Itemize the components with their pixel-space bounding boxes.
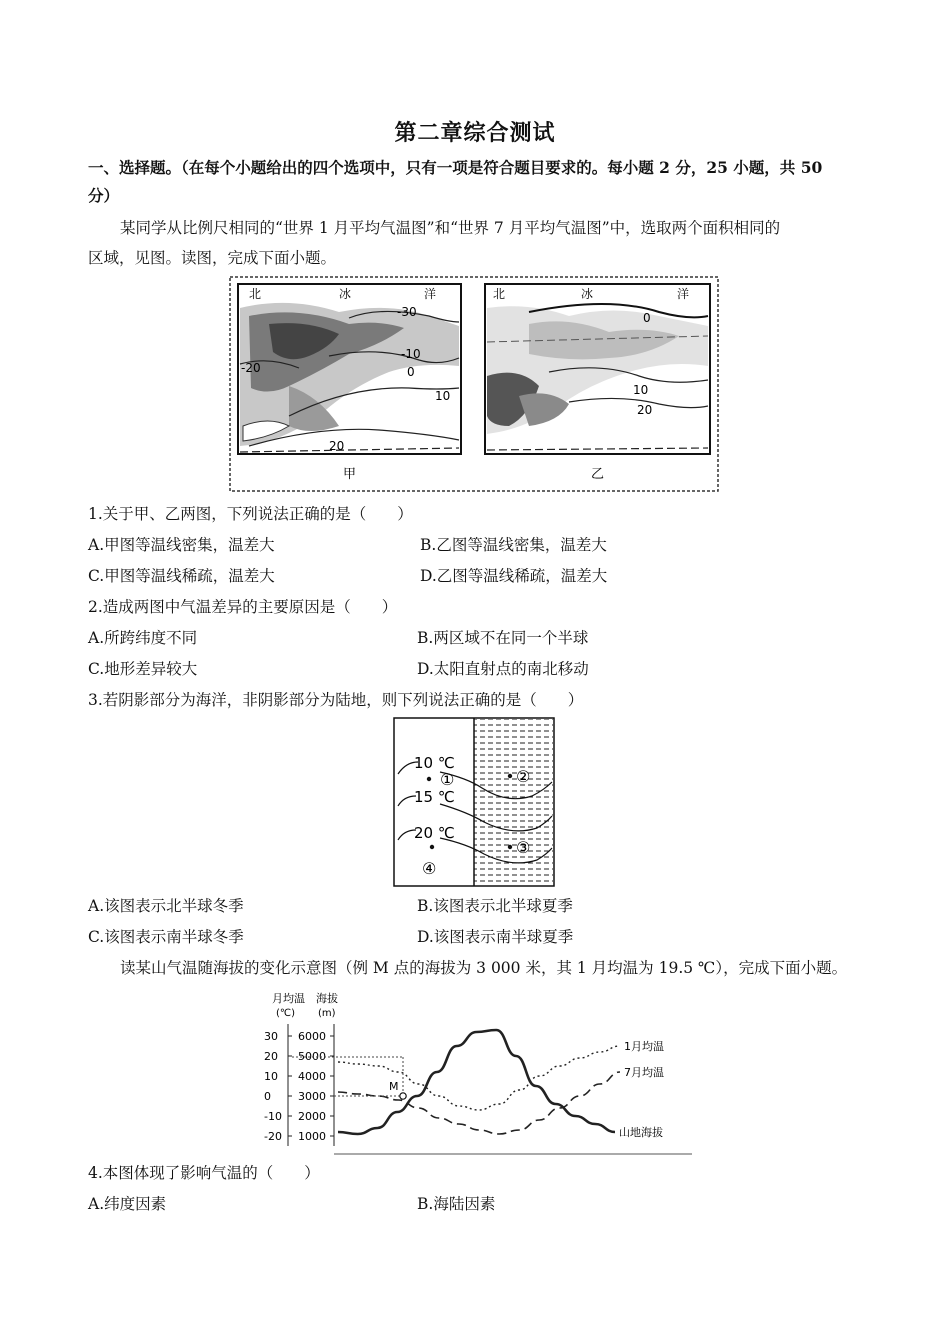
- point-2: ②: [516, 767, 531, 786]
- isotherm-label-10: 10: [435, 389, 451, 403]
- mountain-temp-chart: [260, 988, 700, 1160]
- left-axis-unit: (℃): [276, 1008, 296, 1019]
- map-jia-top-2: 冰: [339, 287, 352, 301]
- series-label-1: 1月均温: [624, 1040, 664, 1053]
- q2-option-b[interactable]: B.两区域不在同一个半球: [417, 629, 589, 647]
- point-m: [400, 1093, 406, 1099]
- q3-option-b[interactable]: B.该图表示北半球夏季: [417, 897, 573, 915]
- isotherm-label-20: 20: [329, 439, 345, 453]
- q1-option-b[interactable]: B.乙图等温线密集，温差大: [420, 536, 607, 554]
- point-4: ④: [422, 859, 437, 878]
- temp-tick-label: -20: [264, 1130, 282, 1143]
- q2-option-a[interactable]: A.所跨纬度不同: [88, 629, 198, 647]
- series-line-2: [338, 1072, 620, 1134]
- point-m-label: M: [389, 1080, 399, 1093]
- q2-stem: 2.造成两图中气温差异的主要原因是（ ）: [88, 598, 398, 616]
- iso-label-20: 20 ℃: [414, 824, 455, 842]
- point-1: ①: [440, 770, 455, 789]
- series-line-1: [338, 1046, 620, 1110]
- series-line-3: [338, 1030, 615, 1134]
- map-yi-label: 乙: [591, 467, 605, 482]
- temp-tick-label: -10: [264, 1110, 282, 1123]
- isotherm-label-n30: -30: [397, 305, 417, 319]
- q1-option-c[interactable]: C.甲图等温线稀疏，温差大: [88, 567, 275, 585]
- q2-option-d[interactable]: D.太阳直射点的南北移动: [417, 660, 589, 678]
- right-axis-label: 海拔: [316, 992, 338, 1005]
- iso-label-10: 10 ℃: [414, 754, 455, 772]
- q1-option-a[interactable]: A.甲图等温线密集，温差大: [88, 536, 275, 554]
- intro1-line2: 区域，见图。读图，完成下面小题。: [88, 249, 337, 267]
- alt-tick-label: 4000: [298, 1070, 326, 1083]
- map-jia-top-3: 洋: [424, 287, 437, 301]
- point-3: ③: [516, 838, 531, 857]
- section-heading-line2: 分）: [88, 186, 120, 205]
- map-jia-top-1: 北: [249, 287, 262, 301]
- map-yi-top-2: 冰: [581, 287, 594, 301]
- q1-option-d[interactable]: D.乙图等温线稀疏，温差大: [420, 567, 608, 585]
- map-yi: [485, 284, 710, 482]
- page-title: 第二章综合测试: [394, 120, 556, 146]
- alt-tick-label: 1000: [298, 1130, 326, 1143]
- q4-option-a[interactable]: A.纬度因素: [88, 1195, 167, 1213]
- isotherm-label-n10: -10: [401, 347, 421, 361]
- series-label-2: 7月均温: [624, 1066, 664, 1079]
- temp-tick-label: 20: [264, 1050, 278, 1063]
- alt-tick-label: 6000: [298, 1030, 326, 1043]
- isotherm-label-n20: -20: [241, 361, 261, 375]
- series-label-3: 山地海拔: [619, 1126, 663, 1139]
- map-yi-top-3: 洋: [677, 287, 690, 301]
- isotherm-label-r0: 0: [643, 311, 651, 325]
- map-jia-label: 甲: [343, 467, 357, 482]
- map-yi-top-1: 北: [493, 287, 506, 301]
- left-axis-label: 月均温: [272, 992, 305, 1005]
- intro2: 读某山气温随海拔的变化示意图（例 M 点的海拔为 3 000 米，其 1 月均温为 19.5 ℃），完成下面小题。: [120, 959, 848, 977]
- intro1-line1: 某同学从比例尺相同的“世界 1 月平均气温图”和“世界 7 月平均气温图”中，选取两个面积相同的: [120, 219, 781, 237]
- q3-option-a[interactable]: A.该图表示北半球冬季: [88, 897, 244, 915]
- q2-option-c[interactable]: C.地形差异较大: [88, 660, 198, 678]
- isotherm-label-r10: 10: [633, 383, 649, 397]
- temp-tick-label: 0: [264, 1090, 271, 1103]
- q3-option-d[interactable]: D.该图表示南半球夏季: [417, 928, 574, 946]
- section-heading-line1: 一、选择题。（在每个小题给出的四个选项中，只有一项是符合题目要求的。每小题 2 分，25 小题，共 50: [88, 158, 823, 177]
- land-sea-figure: [392, 716, 556, 888]
- alt-tick-label: 5000: [298, 1050, 326, 1063]
- map-jia: [238, 284, 461, 482]
- isotherm-map-figure: [229, 276, 719, 492]
- iso-label-15: 15 ℃: [414, 788, 455, 806]
- q4-stem: 4.本图体现了影响气温的（ ）: [88, 1164, 320, 1182]
- q3-stem: 3.若阴影部分为海洋，非阴影部分为陆地，则下列说法正确的是（ ）: [88, 691, 584, 709]
- temp-tick-label: 10: [264, 1070, 278, 1083]
- temp-tick-label: 30: [264, 1030, 278, 1043]
- isotherm-label-0: 0: [407, 365, 415, 379]
- q1-stem: 1.关于甲、乙两图，下列说法正确的是（ ）: [88, 505, 413, 523]
- q4-option-b[interactable]: B.海陆因素: [417, 1195, 496, 1213]
- alt-tick-label: 3000: [298, 1090, 326, 1103]
- alt-tick-label: 2000: [298, 1110, 326, 1123]
- q3-option-c[interactable]: C.该图表示南半球冬季: [88, 928, 244, 946]
- right-axis-unit: (m): [318, 1008, 336, 1019]
- isotherm-label-r20: 20: [637, 403, 653, 417]
